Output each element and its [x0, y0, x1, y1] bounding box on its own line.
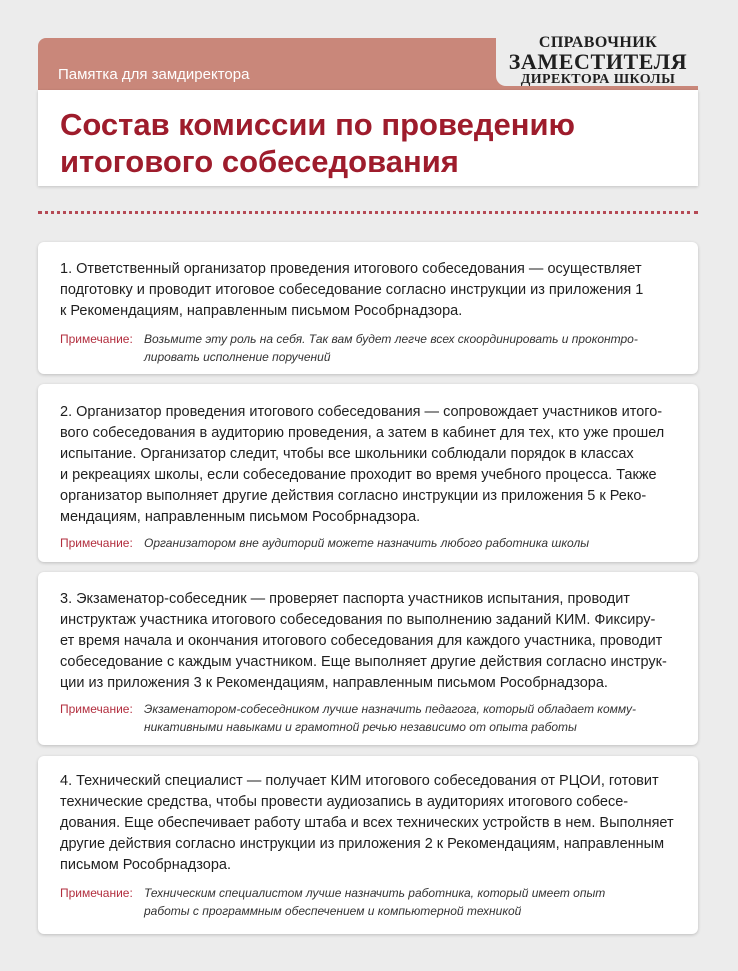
note-text	[144, 534, 684, 552]
note-line: Техническим специалистом лучше назначить работника, который имеет опыт	[144, 886, 606, 900]
note-label: Примечание:	[60, 536, 133, 550]
role-description	[60, 259, 680, 322]
text-line: собеседование с каждым участником. Еще выполняет другие действия согласно инструк-	[60, 654, 667, 670]
page-title	[60, 106, 575, 180]
note-label: Примечание:	[60, 702, 133, 716]
text-line: к Рекомендациям, направленным письмом Рособрнадзора.	[60, 303, 463, 319]
text-line: технические средства, чтобы провести аудиозапись в аудиториях итогового собесе-	[60, 794, 629, 810]
text-line: 1. Ответственный организатор проведения итогового собеседования — осуществляет	[60, 261, 642, 277]
note-text	[144, 330, 684, 366]
dotted-divider	[38, 211, 698, 214]
text-line: испытание. Организатор следит, чтобы все школьники соблюдали порядок в классах	[60, 446, 634, 462]
note-label: Примечание:	[60, 332, 133, 346]
note-line: лировать исполнение поручений	[144, 350, 331, 364]
title-card	[38, 90, 698, 186]
note-line: Возьмите эту роль на себя. Так вам будет легче всех скоординировать и проконтро-	[144, 332, 638, 346]
text-line: ции из приложения 3 к Рекомендациям, направленным письмом Рособрнадзора.	[60, 675, 608, 691]
text-line: вого собеседования в аудиторию проведения, а затем в кабинет для тех, кто уже прошел	[60, 425, 665, 441]
logo-line-1: СПРАВОЧНИК	[538, 34, 658, 51]
role-card-3	[38, 572, 698, 745]
text-line: мендациям, направленным письмом Рособрнадзора.	[60, 509, 421, 525]
text-line: дования. Еще обеспечивает работу штаба и всех технических устройств в нем. Выполняет	[60, 815, 674, 831]
text-line: подготовку и проводит итоговое собеседование согласно инструкции из приложения 1	[60, 282, 644, 298]
page-title-line-2: итогового собеседования	[60, 144, 459, 179]
section-label: Памятка для замдиректора	[58, 66, 250, 83]
role-card-4	[38, 756, 698, 934]
text-line: письмом Рособрнадзора.	[60, 857, 231, 873]
role-description	[60, 402, 680, 528]
role-description	[60, 589, 680, 694]
role-card-1	[38, 242, 698, 374]
logo-line-3: ДИРЕКТОРА ШКОЛЫ	[520, 72, 676, 87]
text-line: другие действия согласно инструкции из приложения 2 к Рекомендациям, направленным	[60, 836, 665, 852]
note-line: работы с программным обеспечением и компьютерной техникой	[144, 904, 522, 918]
text-line: 3. Экзаменатор-собеседник — проверяет паспорта участников испытания, проводит	[60, 591, 630, 607]
publication-logo	[496, 28, 700, 86]
logo-line-2: ЗАМЕСТИТЕЛЯ	[508, 49, 688, 74]
text-line: 4. Технический специалист — получает КИМ итогового собеседования от РЦОИ, готовит	[60, 773, 659, 789]
note-text	[144, 884, 684, 920]
text-line: ет время начала и окончания итогового собеседования для каждого участника, проводит	[60, 633, 663, 649]
note-text	[144, 700, 684, 736]
page-title-line-1: Состав комиссии по проведению	[60, 107, 576, 142]
note-line: никативными навыками и грамотной речью независимо от опыта работы	[144, 720, 577, 734]
role-card-2	[38, 384, 698, 562]
text-line: организатор выполняет другие действия согласно инструкции из приложения 5 к Реко-	[60, 488, 647, 504]
text-line: инструктаж участника итогового собеседования по выполнению заданий КИМ. Фиксиру-	[60, 612, 656, 628]
note-line: Экзаменатором-собеседником лучше назначить педагога, который обладает комму-	[144, 702, 636, 716]
role-description	[60, 771, 680, 876]
text-line: и рекреациях школы, если собеседование проходит во время учебного процесса. Также	[60, 467, 657, 483]
text-line: 2. Организатор проведения итогового собеседования — сопровождает участников итого-	[60, 404, 663, 420]
note-line: Организатором вне аудиторий можете назначить любого работника школы	[144, 536, 590, 550]
note-label: Примечание:	[60, 886, 133, 900]
